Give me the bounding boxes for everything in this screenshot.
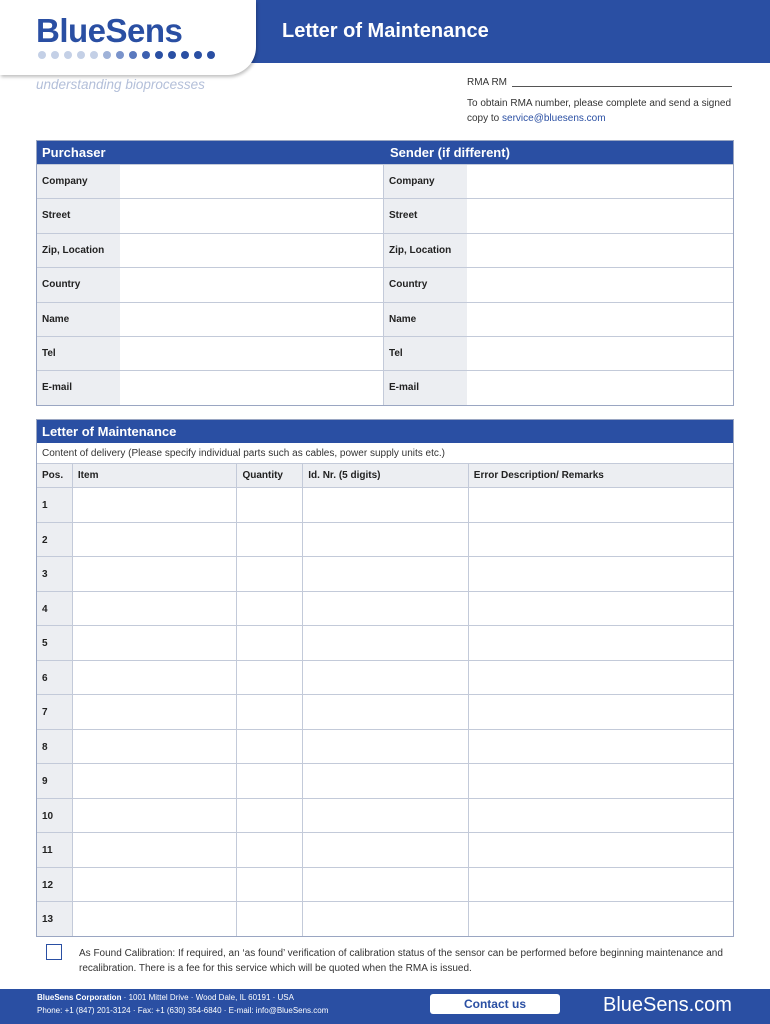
item-field[interactable] [73, 488, 238, 522]
purchaser-street-field[interactable] [120, 199, 384, 232]
sender-heading: Sender (if different) [390, 145, 510, 160]
quantity-field[interactable] [237, 730, 303, 764]
item-field[interactable] [73, 523, 238, 557]
rma-number-field[interactable] [512, 86, 732, 87]
quantity-field[interactable] [237, 557, 303, 591]
col-pos: Pos. [37, 464, 73, 487]
error-description-field[interactable] [469, 799, 733, 833]
item-field[interactable] [73, 902, 238, 936]
quantity-field[interactable] [237, 592, 303, 626]
address-row [37, 233, 733, 267]
tagline: understanding bioprocesses [36, 77, 205, 92]
items-subheading: Content of delivery (Please specify individual parts such as cables, power supply units etc.) [37, 443, 733, 464]
row-pos: 11 [37, 833, 73, 867]
purchaser-e-mail-label: E-mail [37, 371, 120, 404]
quantity-field[interactable] [237, 695, 303, 729]
quantity-field[interactable] [237, 799, 303, 833]
item-field[interactable] [73, 557, 238, 591]
id-nr-field[interactable] [303, 557, 469, 591]
quantity-field[interactable] [237, 902, 303, 936]
id-nr-field[interactable] [303, 799, 469, 833]
quantity-field[interactable] [237, 488, 303, 522]
purchaser-tel-field[interactable] [120, 337, 384, 370]
error-description-field[interactable] [469, 523, 733, 557]
row-pos: 2 [37, 523, 73, 557]
table-row [37, 556, 733, 591]
item-field[interactable] [73, 626, 238, 660]
table-row [37, 694, 733, 729]
table-row [37, 729, 733, 764]
table-row [37, 591, 733, 626]
col-quantity: Quantity [237, 464, 303, 487]
row-pos: 3 [37, 557, 73, 591]
item-field[interactable] [73, 833, 238, 867]
logo-dots [38, 51, 215, 59]
rma-instructions [467, 96, 747, 126]
table-row [37, 901, 733, 936]
table-row [37, 625, 733, 660]
sender-company-field[interactable] [467, 165, 733, 198]
purchaser-tel-label: Tel [37, 337, 120, 370]
col-error-description: Error Description/ Remarks [473, 470, 604, 481]
logo-dot [64, 51, 72, 59]
address-row [37, 198, 733, 232]
footer-address-text: · 1001 Mittel Drive · Wood Dale, IL 60191 · USA [121, 993, 294, 1002]
table-row [37, 798, 733, 833]
error-description-field[interactable] [469, 868, 733, 902]
error-description-field[interactable] [469, 695, 733, 729]
contact-us-button[interactable]: Contact us [430, 994, 560, 1014]
error-description-field[interactable] [469, 557, 733, 591]
error-description-field[interactable] [469, 488, 733, 522]
sender-tel-label: Tel [384, 337, 467, 370]
sender-e-mail-field[interactable] [467, 371, 733, 404]
sender-zip-location-label: Zip, Location [384, 234, 467, 267]
sender-country-field[interactable] [467, 268, 733, 301]
purchaser-country-label: Country [37, 268, 120, 301]
item-field[interactable] [73, 592, 238, 626]
row-pos: 12 [37, 868, 73, 902]
table-row [37, 763, 733, 798]
sender-e-mail-label: E-mail [384, 371, 467, 404]
item-field[interactable] [73, 661, 238, 695]
footer-address [37, 993, 294, 1002]
row-pos: 8 [37, 730, 73, 764]
quantity-field[interactable] [237, 626, 303, 660]
item-field[interactable] [73, 730, 238, 764]
logo-dot [77, 51, 85, 59]
logo-dot [90, 51, 98, 59]
sender-name-field[interactable] [467, 303, 733, 336]
purchaser-company-label: Company [37, 165, 120, 198]
address-row [37, 370, 733, 404]
quantity-field[interactable] [237, 661, 303, 695]
row-pos: 6 [37, 661, 73, 695]
logo-dot [168, 51, 176, 59]
col-id-nr: Id. Nr. (5 digits) [303, 464, 469, 487]
address-row [37, 336, 733, 370]
table-row [37, 522, 733, 557]
id-nr-field[interactable] [303, 833, 469, 867]
sender-street-field[interactable] [467, 199, 733, 232]
error-description-field[interactable] [469, 626, 733, 660]
logo-dot [116, 51, 124, 59]
error-description-field[interactable] [469, 592, 733, 626]
table-row [37, 832, 733, 867]
logo-dot [142, 51, 150, 59]
row-pos: 7 [37, 695, 73, 729]
error-description-field[interactable] [469, 833, 733, 867]
table-row [37, 487, 733, 522]
item-field[interactable] [73, 799, 238, 833]
items-heading: Letter of Maintenance [37, 420, 733, 443]
sender-tel-field[interactable] [467, 337, 733, 370]
id-nr-field[interactable] [303, 695, 469, 729]
item-field[interactable] [73, 764, 238, 798]
quantity-field[interactable] [237, 833, 303, 867]
service-email-link[interactable]: service@bluesens.com [502, 113, 606, 124]
rma-label: RMA RM [467, 77, 507, 88]
bluesens-logo: BlueSens [36, 12, 183, 49]
as-found-calibration-checkbox[interactable] [46, 944, 62, 960]
col-item: Item [73, 464, 238, 487]
page-title: Letter of Maintenance [282, 20, 489, 42]
id-nr-field[interactable] [303, 488, 469, 522]
address-row [37, 164, 733, 198]
sender-company-label: Company [384, 165, 467, 198]
id-nr-field[interactable] [303, 902, 469, 936]
item-field[interactable] [73, 695, 238, 729]
purchaser-country-field[interactable] [120, 268, 384, 301]
sender-street-label: Street [384, 199, 467, 232]
row-pos: 1 [37, 488, 73, 522]
logo-dot [155, 51, 163, 59]
purchaser-company-field[interactable] [120, 165, 384, 198]
logo-dot [207, 51, 215, 59]
address-table [36, 140, 734, 406]
purchaser-name-field[interactable] [120, 303, 384, 336]
items-table [36, 419, 734, 937]
purchaser-e-mail-field[interactable] [120, 371, 384, 404]
id-nr-field[interactable] [303, 661, 469, 695]
purchaser-street-label: Street [37, 199, 120, 232]
quantity-field[interactable] [237, 764, 303, 798]
sender-zip-location-field[interactable] [467, 234, 733, 267]
error-description-field[interactable] [469, 764, 733, 798]
footer [0, 989, 770, 1024]
logo-card [0, 0, 256, 75]
id-nr-field[interactable] [303, 626, 469, 660]
table-row [37, 660, 733, 695]
rma-instructions-text: To obtain RMA number, please complete and send a signed copy to [467, 98, 732, 124]
row-pos: 13 [37, 902, 73, 936]
error-description-field[interactable] [469, 661, 733, 695]
error-description-field[interactable] [469, 730, 733, 764]
purchaser-heading: Purchaser [42, 145, 106, 160]
sender-country-label: Country [384, 268, 467, 301]
id-nr-field[interactable] [303, 730, 469, 764]
id-nr-field[interactable] [303, 868, 469, 902]
logo-dot [129, 51, 137, 59]
purchaser-name-label: Name [37, 303, 120, 336]
purchaser-zip-location-field[interactable] [120, 234, 384, 267]
items-column-headers [37, 464, 733, 487]
footer-contact-line: Phone: +1 (847) 201-3124 · Fax: +1 (630) 354-6840 · E-mail: info@BlueSens.com [37, 1006, 329, 1015]
id-nr-field[interactable] [303, 592, 469, 626]
footer-company: BlueSens Corporation [37, 993, 122, 1002]
calibration-note: As Found Calibration: If required, an ‘as found’ verification of calibration status of the sensor can be performed before beginning maintenance and recalibration. There is a fee for this service which will be quoted when the RMA is issued. [79, 948, 723, 974]
id-nr-field[interactable] [303, 764, 469, 798]
logo-dot [181, 51, 189, 59]
logo-dot [194, 51, 202, 59]
purchaser-zip-location-label: Zip, Location [37, 234, 120, 267]
address-row [37, 302, 733, 336]
row-pos: 4 [37, 592, 73, 626]
quantity-field[interactable] [237, 523, 303, 557]
row-pos: 9 [37, 764, 73, 798]
id-nr-field[interactable] [303, 523, 469, 557]
row-pos: 5 [37, 626, 73, 660]
sender-name-label: Name [384, 303, 467, 336]
table-row [37, 867, 733, 902]
item-field[interactable] [73, 868, 238, 902]
footer-brand[interactable]: BlueSens.com [603, 994, 732, 1016]
address-row [37, 267, 733, 301]
logo-dot [103, 51, 111, 59]
row-pos: 10 [37, 799, 73, 833]
address-table-header [37, 141, 733, 164]
logo-dot [38, 51, 46, 59]
quantity-field[interactable] [237, 868, 303, 902]
logo-dot [51, 51, 59, 59]
error-description-field[interactable] [469, 902, 733, 936]
